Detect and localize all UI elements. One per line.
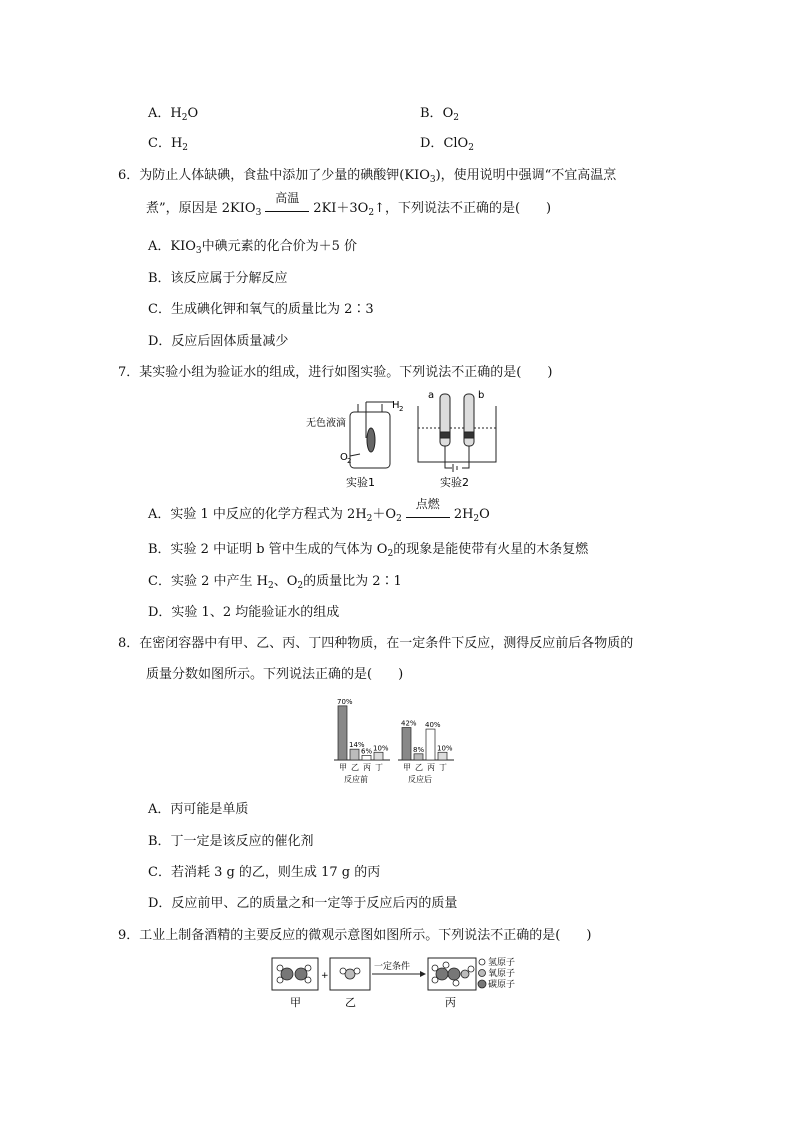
fig2-caption: 实验2: [440, 476, 469, 489]
experiment1-apparatus: [350, 402, 394, 468]
bar-after-1: [414, 754, 423, 760]
fig1-label-h2-sub: 2: [399, 405, 404, 413]
q9-stem: 9．工业上制备酒精的主要反应的微观示意图如图所示。下列说法不正确的是( ): [118, 928, 592, 943]
q6-option-d: D．反应后固体质量减少: [148, 334, 289, 349]
label-bing: 丙: [445, 996, 456, 1009]
plus-sign: +: [321, 971, 329, 981]
experiment2-electrolysis: [418, 394, 496, 472]
q8-option-c: C．若消耗 3 g 的乙，则生成 17 g 的丙: [148, 865, 381, 880]
bar-before-3: [374, 752, 383, 760]
value-label-before-1: 14%: [349, 741, 365, 750]
q5-option-b: B．$O_2$: [420, 106, 459, 123]
value-label-after-3: 10%: [437, 744, 453, 753]
fig1-label-o2: O: [340, 452, 348, 463]
q7-option-b: B．实验 2 中证明 b 管中生成的气体为 $O_2$的现象是能使带有火星的木条复燃: [148, 542, 589, 559]
category-label-after-3: 丁: [439, 763, 447, 772]
label-jia: 甲: [290, 996, 301, 1009]
q8-bar-charts: [330, 692, 465, 787]
category-label-before-2: 丙: [363, 763, 371, 772]
value-label-before-0: 70%: [337, 697, 353, 706]
category-label-before-3: 丁: [375, 763, 383, 772]
q6-option-a: A．$KIO_3$中碘元素的化合价为＋5 价: [148, 239, 358, 256]
category-label-before-0: 甲: [339, 763, 347, 772]
q6-stem-line1: 6．为防止人体缺碘，食盐中添加了少量的碘酸钾$(KIO_3)$，使用说明中强调“不宜高温烹: [118, 168, 617, 185]
fig1-label-liquid: 无色液滴: [306, 418, 346, 429]
legend-hydrogen-icon: [479, 959, 485, 965]
bar-before-2: [362, 755, 371, 760]
label-yi: 乙: [345, 996, 356, 1009]
q8-stem-line1: 8．在密闭容器中有甲、乙、丙、丁四种物质，在一定条件下反应，测得反应前后各物质的: [118, 636, 634, 651]
q9-micro-diagram: [270, 954, 530, 1012]
category-label-after-2: 丙: [427, 763, 435, 772]
q6-option-b: B．该反应属于分解反应: [148, 271, 288, 286]
q8-stem-line2: 质量分数如图所示。下列说法正确的是( ): [146, 667, 404, 682]
chart-after-caption: 反应后: [408, 775, 432, 784]
molecule-jia: [277, 965, 311, 983]
legend-carbon: 碳原子: [488, 980, 516, 990]
bar-after-3: [438, 752, 447, 760]
q7-option-a: A．实验 1 中反应的化学方程式为 $2H_2+O_2$ 点燃 $2H_2O$: [148, 497, 490, 524]
q8-option-a: A．丙可能是单质: [148, 802, 249, 817]
fig1-label-h2: H: [392, 400, 400, 411]
legend-carbon-icon: [478, 980, 486, 988]
legend: [478, 959, 486, 988]
q5-option-d: D．ClO$_2$: [420, 136, 474, 153]
q8-option-d: D．反应前甲、乙的质量之和一定等于反应后丙的质量: [148, 896, 458, 911]
chart-before-caption: 反应前: [344, 775, 368, 784]
q6-stem-line2: 煮”，原因是 $2KIO_3$ 高温 $2KI+3O_2↑$，下列说法不正确的是( ): [146, 191, 552, 218]
q6-condition-arrow: 高温: [265, 203, 309, 212]
fig1-caption: 实验1: [346, 476, 375, 489]
category-label-after-0: 甲: [403, 763, 411, 772]
category-label-after-1: 乙: [415, 763, 423, 772]
bar-after-0: [402, 728, 411, 760]
q5-option-a: A．$H_2O$: [148, 106, 199, 123]
molecule-bing: [432, 962, 474, 986]
q7-condition-arrow: 点燃: [406, 509, 450, 518]
q7-figure: [300, 388, 505, 491]
value-label-before-2: 6%: [361, 747, 373, 756]
q7-option-c: C．实验 2 中产生 $H_2$、$O_2$的质量比为 2∶1: [148, 574, 402, 591]
q7-option-d: D．实验 1、2 均能验证水的组成: [148, 605, 340, 620]
q5-option-c: C．$H_2$: [148, 136, 189, 153]
bar-before-1: [350, 749, 359, 760]
value-label-before-3: 10%: [373, 744, 389, 753]
fig2-label-a: a: [428, 390, 435, 401]
bar-after-2: [426, 729, 435, 760]
value-label-after-2: 40%: [425, 721, 441, 730]
value-label-after-0: 42%: [401, 719, 417, 728]
fig1-label-o2-sub: 2: [347, 457, 352, 465]
bar-before-0: [338, 706, 347, 760]
legend-oxygen: 氧原子: [488, 969, 516, 979]
q6-option-c: C．生成碘化钾和氧气的质量比为 2∶3: [148, 302, 374, 317]
fig2-label-b: b: [478, 390, 485, 401]
legend-hydrogen: 氢原子: [488, 958, 516, 968]
q8-option-b: B．丁一定是该反应的催化剂: [148, 834, 314, 849]
value-label-after-1: 8%: [413, 745, 425, 754]
molecule-yi: [340, 968, 360, 979]
arrow-condition: 一定条件: [374, 962, 411, 972]
legend-oxygen-icon: [479, 970, 486, 977]
category-label-before-1: 乙: [351, 763, 359, 772]
q7-stem: 7．某实验小组为验证水的组成，进行如图实验。下列说法不正确的是( ): [118, 365, 553, 380]
